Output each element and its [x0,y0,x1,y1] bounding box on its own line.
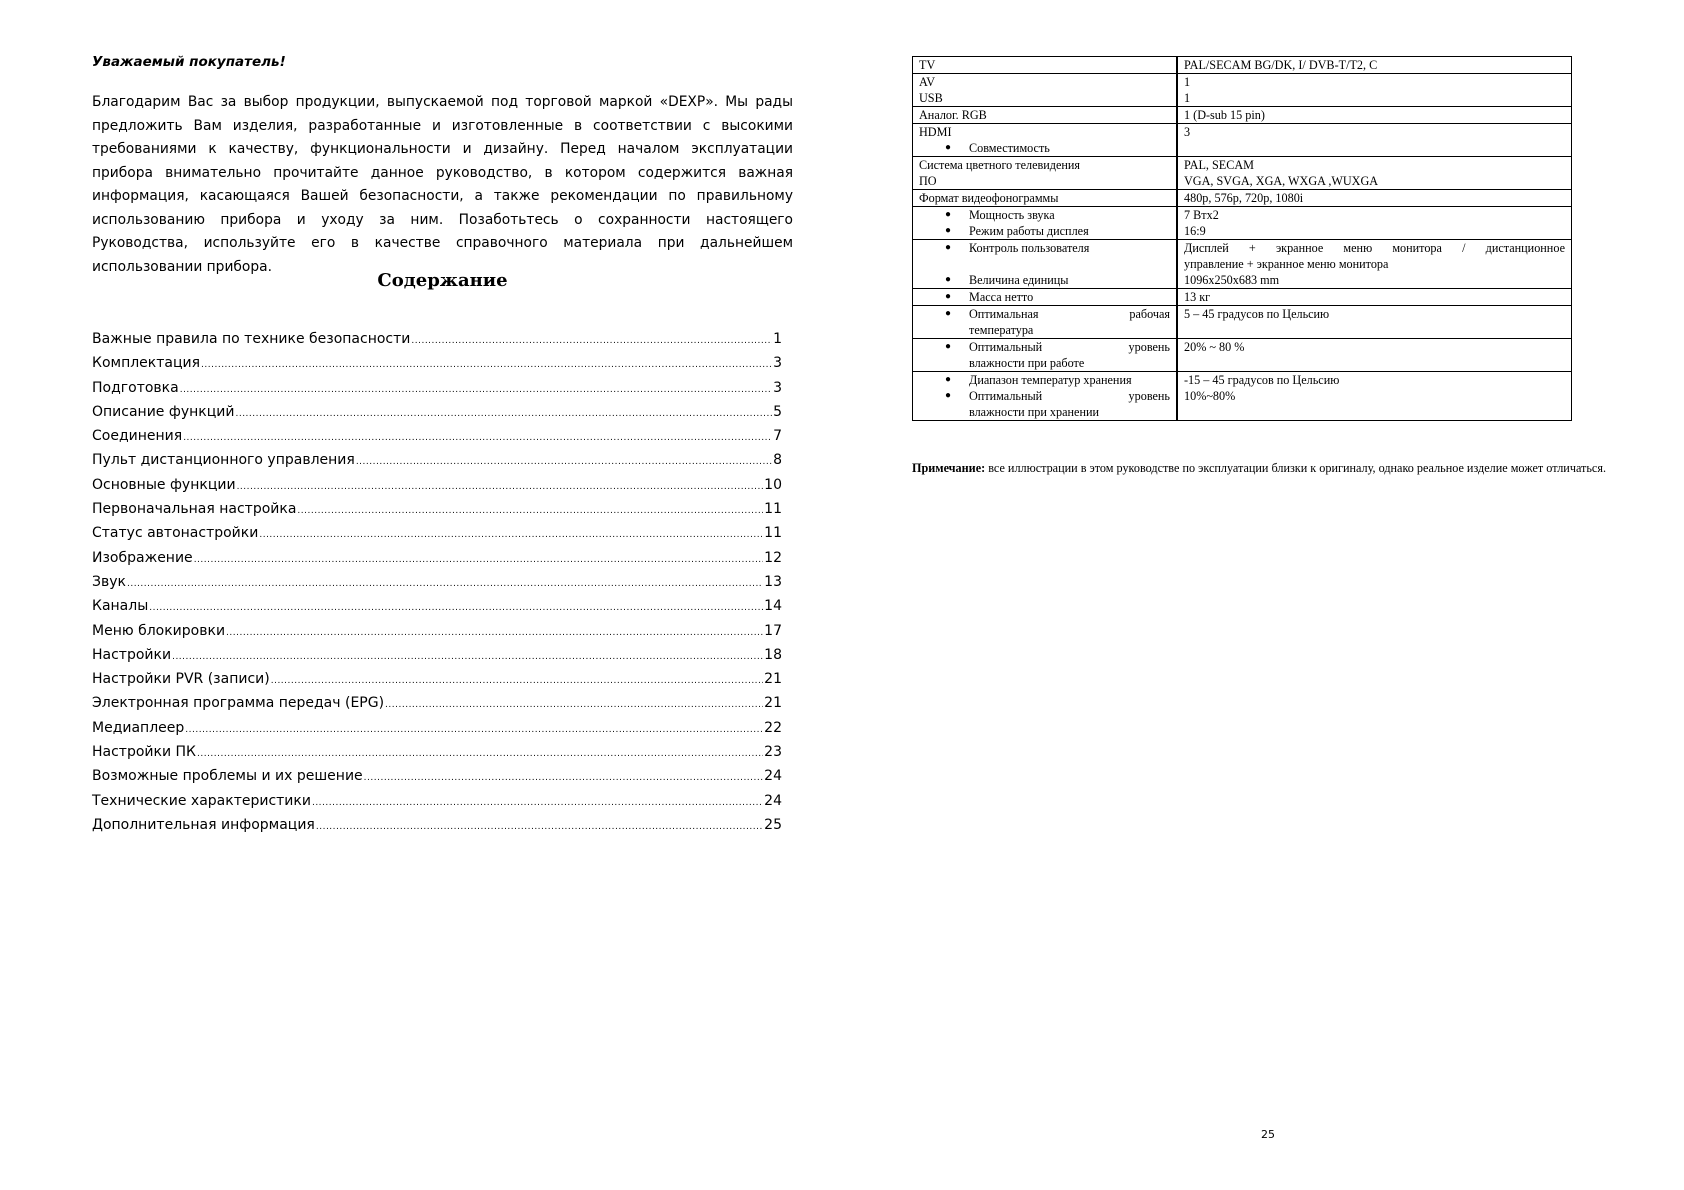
spec-subitem-line: влажности при хранении [969,405,1100,419]
bullet-icon: ● [945,374,952,385]
spec-value-cell [1177,190,1572,207]
toc-entry-troubleshooting [92,768,782,792]
toc-leader-dots [197,749,763,759]
spec-name: Формат видеофонограммы [919,191,1059,205]
toc-leader-dots [149,603,763,613]
toc-entry-title: Важные правила по технике безопасности [92,331,411,347]
spec-value: VGA, SVGA, XGA, WXGA ,WUXGA [1184,174,1379,188]
spec-name-cell [913,107,1178,124]
spec-value-cell [1177,372,1572,421]
toc-leader-dots [316,822,763,832]
spec-value: 480p, 576p, 720p, 1080i [1184,191,1304,205]
toc-entry-epg [92,695,782,719]
spec-subitem-text: Режим работы дисплея [969,224,1089,238]
spec-value: 7 Втх2 [1184,208,1219,222]
toc-entry-basic-functions [92,477,782,501]
spec-row-tv [913,57,1572,74]
toc-leader-dots [194,555,763,565]
toc-entry-page: 3 [773,355,782,372]
toc-entry-page: 11 [764,525,782,542]
toc-entry-sound [92,574,782,598]
spec-subitem-line: температура [969,323,1034,337]
spec-value-cell [1177,57,1572,74]
spec-subitem [919,207,1170,223]
spec-subitem-text: Мощность звука [969,208,1055,222]
spec-row-hdmi [913,124,1572,157]
toc-entry-title: Возможные проблемы и их решение [92,768,363,785]
toc-entry-title: Изображение [92,549,193,566]
spec-name-cell [913,339,1178,372]
spec-value: 1 [1184,75,1191,89]
toc-leader-dots [411,336,772,346]
spec-subitem [919,223,1170,239]
toc-entry-channels [92,598,782,622]
spec-name: USB [919,91,943,105]
spec-row-sound-power [913,207,1572,240]
toc-leader-dots [237,482,764,492]
bullet-icon: ● [945,142,952,153]
bullet-icon: ● [945,390,952,401]
spec-value: 16:9 [1184,224,1206,238]
spec-subitem [919,306,1170,338]
spec-value-cell [1177,306,1572,339]
toc-entry-lock-menu [92,623,782,647]
bullet-icon: ● [945,341,952,352]
spec-subitem-text: Контроль пользователя [969,241,1090,255]
spec-name: ПО [919,174,937,188]
toc-entry-title: Каналы [92,598,149,615]
spec-name-cell [913,74,1178,107]
spec-value: Дисплей + экранное меню монитора / дистанционное [1184,241,1565,255]
toc-leader-dots [364,773,764,783]
toc-leader-dots [356,457,772,467]
toc-entry-page: 24 [764,768,782,785]
toc-entry-package [92,355,782,379]
spec-row-operating-temperature [913,306,1572,339]
toc-leader-dots [226,628,763,638]
spec-subitem-word: Оптимальная [969,307,1039,321]
spec-value: 1 (D-sub 15 pin) [1184,108,1265,122]
toc-leader-dots [271,676,763,686]
toc-entry-safety [92,331,782,355]
spec-name-cell [913,157,1178,190]
spec-value: 1096x250x683 mm [1184,273,1280,287]
toc-leader-dots [185,725,763,735]
spec-spacer [919,256,1170,272]
toc-entry-media-player [92,720,782,744]
toc-entry-title: Соединения [92,428,183,445]
toc-entry-page: 8 [773,452,782,469]
toc-entry-page: 7 [773,428,782,445]
toc-entry-page: 24 [764,792,782,809]
toc-entry-page: 17 [764,622,782,639]
toc-entry-title: Технические характеристики [92,792,311,809]
bullet-icon: ● [945,225,952,236]
toc-entry-connections [92,428,782,452]
note-label: Примечание: [912,461,986,475]
toc-entry-page: 5 [773,403,782,420]
toc-leader-dots [180,385,772,395]
spec-value-cell [1177,74,1572,107]
spec-value-cell [1177,124,1572,157]
toc-entry-title: Меню блокировки [92,622,226,639]
spec-subitem [919,372,1170,388]
toc-entry-page: 18 [764,646,782,663]
toc-entry-page: 21 [764,671,782,688]
spec-row-analog-rgb [913,107,1572,124]
toc-entry-page: 12 [764,549,782,566]
spec-value-cell [1177,157,1572,190]
toc-entry-specifications [92,793,782,817]
spec-subitem [919,240,1170,256]
spec-row-operating-humidity [913,339,1572,372]
toc-leader-dots [201,360,772,370]
spec-name-cell [913,372,1178,421]
spec-subitem-text: Диапазон температур хранения [969,373,1132,387]
toc-entry-picture [92,550,782,574]
greeting-heading: Уважаемый покупатель! [92,54,286,70]
spec-name: AV [919,75,936,89]
spec-subitem-word: уровень [1128,340,1170,354]
toc-entry-autotune-status [92,525,782,549]
spec-subitem [919,272,1170,288]
spec-subitem-word: рабочая [1129,307,1170,321]
spec-subitem-line [969,388,1170,404]
spec-name-cell [913,240,1178,289]
bullet-icon: ● [945,209,952,220]
spec-subitem-line: влажности при работе [969,356,1085,370]
spec-value: 5 – 45 градусов по Цельсию [1184,307,1330,321]
intro-paragraph: Благодарим Вас за выбор продукции, выпускаемой под торговой маркой «DEXP». Мы рады предложить Вам изделия, разработанные и изготовленные в соответствии с высокими требованиями к качеству, функциональности и дизайну. Перед началом эксплуатации прибора внимательно прочитайте данное руководство, в котором содержится важная информация, касающаяся Вашей безопасности, а также рекомендации по правильному использованию прибора и уходу за ним. Позаботьтесь о сохранности настоящего Руководства, используйте его в качестве справочного материала при дальнейшем использовании прибора. [92,94,793,275]
toc-entry-settings [92,647,782,671]
note-text: все иллюстрации в этом руководстве по эксплуатации близки к оригиналу, однако реальное изделие может отличаться. [985,461,1606,475]
table-of-contents [92,331,782,841]
spec-name: TV [919,58,936,72]
spec-subitem-line [969,306,1170,322]
spec-name: Аналог. RGB [919,108,987,122]
spec-subitem-text [969,306,1170,338]
toc-entry-title: Первоначальная настройка [92,501,297,518]
toc-leader-dots [297,506,763,516]
toc-entry-title: Описание функций [92,403,235,420]
toc-entry-title: Медиаплеер [92,719,185,736]
toc-entry-page: 13 [764,573,782,590]
toc-entry-page: 11 [764,501,782,518]
toc-leader-dots [127,579,763,589]
spec-row-storage [913,372,1572,421]
spec-value: управление + экранное меню монитора [1184,257,1389,271]
toc-entry-pc-settings [92,744,782,768]
toc-entry-title: Звук [92,573,126,590]
toc-entry-pvr-settings [92,671,782,695]
toc-entry-page: 10 [764,476,782,493]
spec-value-cell [1177,107,1572,124]
spec-value-cell [1177,207,1572,240]
toc-entry-preparation [92,380,782,404]
bullet-icon: ● [945,308,952,319]
note-paragraph [912,459,1617,477]
spec-value: 13 кг [1184,290,1211,304]
toc-entry-title: Статус автонастройки [92,525,259,542]
spec-value: 10%~80% [1184,389,1236,403]
spec-row-user-control [913,240,1572,289]
toc-entry-remote [92,452,782,476]
spec-name-cell [913,190,1178,207]
toc-entry-additional-info [92,817,782,841]
spec-subitem-line [969,339,1170,355]
spec-name-cell [913,124,1178,157]
spec-name-cell [913,306,1178,339]
toc-entry-title: Подготовка [92,379,179,396]
toc-entry-title: Настройки [92,646,172,663]
spec-subitem-text: Величина единицы [969,273,1069,287]
spec-value: -15 – 45 градусов по Цельсию [1184,373,1340,387]
spec-subitem [919,339,1170,371]
page-number: 25 [1261,1128,1275,1141]
toc-entry-page: 22 [764,719,782,736]
spec-value-cell [1177,289,1572,306]
spec-name-cell [913,289,1178,306]
spec-row-video-format [913,190,1572,207]
bullet-icon: ● [945,274,952,285]
spec-name-cell [913,207,1178,240]
toc-entry-initial-setup [92,501,782,525]
toc-entry-title: Электронная программа передач (EPG) [92,695,385,712]
spec-subitem [919,140,1170,156]
toc-entry-page: 23 [764,744,782,761]
toc-leader-dots [259,530,763,540]
bullet-icon: ● [945,242,952,253]
spec-subitem [919,289,1170,305]
toc-entry-page: 1 [773,331,782,347]
spec-name: Система цветного телевидения [919,158,1081,172]
spec-subitem-text [969,339,1170,371]
spec-value: 1 [1184,91,1191,105]
specifications-table [912,56,1572,421]
toc-leader-dots [385,700,763,710]
spec-value: PAL, SECAM [1184,158,1254,172]
spec-subitem-text: Масса нетто [969,290,1034,304]
spec-name-cell [913,57,1178,74]
toc-entry-page: 21 [764,695,782,712]
toc-entry-title: Комплектация [92,355,201,372]
spec-row-av-usb [913,74,1572,107]
toc-entry-title: Настройки PVR (записи) [92,671,270,688]
spec-subitem-word: уровень [1128,389,1170,403]
toc-entry-page: 25 [764,816,782,833]
toc-leader-dots [235,409,772,419]
spec-subitem-word: Оптимальный [969,340,1043,354]
spec-value: 20% ~ 80 % [1184,340,1245,354]
spec-value-cell [1177,339,1572,372]
spec-value: PAL/SECAM BG/DK, I/ DVB-T/T2, C [1184,58,1378,72]
spec-subitem-text: Совместимость [969,141,1050,155]
toc-entry-functions-description [92,404,782,428]
spec-subitem [919,388,1170,420]
toc-leader-dots [172,652,763,662]
toc-entry-page: 3 [773,379,782,396]
toc-entry-title: Основные функции [92,476,236,493]
spec-value-cell [1177,240,1572,289]
toc-entry-page: 14 [764,598,782,615]
spec-subitem-text [969,388,1170,420]
spec-row-color-system [913,157,1572,190]
spec-value: 3 [1184,125,1191,139]
bullet-icon: ● [945,291,952,302]
toc-entry-title: Пульт дистанционного управления [92,452,355,469]
toc-leader-dots [183,433,772,443]
toc-entry-title: Настройки ПК [92,744,196,761]
toc-leader-dots [312,798,763,808]
spec-subitem-word: Оптимальный [969,389,1043,403]
spec-name: HDMI [919,125,952,139]
toc-title: Содержание [377,270,508,291]
spec-row-net-weight [913,289,1572,306]
toc-entry-title: Дополнительная информация [92,816,315,833]
